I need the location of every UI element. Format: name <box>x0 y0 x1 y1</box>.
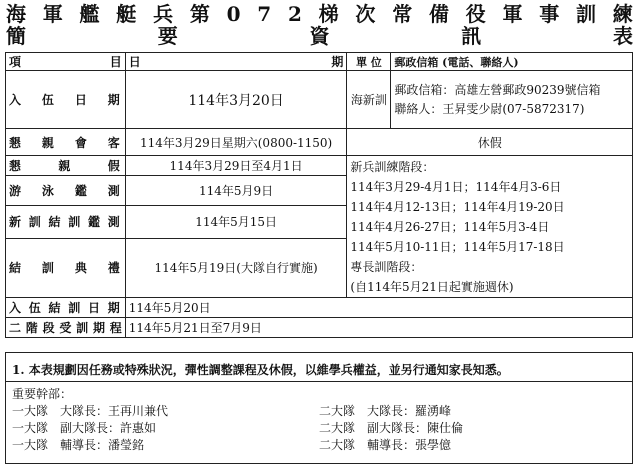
header-unit: 單 位 <box>347 53 391 71</box>
title-char: 表 <box>613 24 633 48</box>
title-char: 備 <box>428 2 449 26</box>
exam-date: 114年5月15日 <box>125 206 347 239</box>
leave-schedule-line: 114年4月26-27日；114年5月3-4日 <box>350 220 550 234</box>
title-char: 訊 <box>461 24 482 48</box>
cadre-list <box>12 403 626 454</box>
cadre-entry: 一大隊 大隊長：王再川兼代 <box>12 404 169 418</box>
title-char: 資 <box>309 24 330 48</box>
leave-schedule-line: 新兵訓練階段： <box>350 160 435 174</box>
title-char: 兵 <box>153 2 174 26</box>
leave-header: 休假 <box>347 129 633 156</box>
row-visit-leave <box>6 156 633 176</box>
leave-schedule-line: 專長訓階段： <box>350 260 423 274</box>
title-char: 第 <box>189 2 210 26</box>
cadre-box <box>5 381 633 464</box>
end-date: 114年5月20日 <box>125 298 632 318</box>
cadre-entry: 一大隊 輔導長：潘瑩銘 <box>12 438 145 452</box>
title-char: 次 <box>355 2 376 26</box>
title-char: 2 <box>287 2 302 26</box>
stage2-label: 二階段受訓期程 <box>6 318 126 338</box>
cadre-entry: 一大隊 副大隊長：許惠如 <box>12 421 157 435</box>
visit-leave-date: 114年3月29日至4月1日 <box>125 156 347 176</box>
header-row <box>6 53 633 71</box>
title-char: 簡 <box>6 24 26 48</box>
swim-date: 114年5月9日 <box>125 176 347 206</box>
leave-schedule-line: (自114年5月21日起實施週休) <box>350 280 514 294</box>
row-visit <box>6 129 633 156</box>
exam-label: 新訓結訓鑑測 <box>6 206 126 239</box>
leave-schedule-line: 114年3月29-4月1日；114年4月3-6日 <box>350 180 562 194</box>
title-char: 海 <box>6 2 26 26</box>
title-char: 7 <box>257 2 272 26</box>
contact-info <box>391 71 633 129</box>
stage2-date: 114年5月21日至7月9日 <box>125 318 632 338</box>
cadre-entry: 二大隊 大隊長：羅湧峰 <box>319 404 452 418</box>
title-char: 要 <box>157 24 178 48</box>
enlist-label: 入 伍 日 期 <box>6 71 126 129</box>
header-item: 項 目 <box>6 53 126 71</box>
title-char: 練 <box>612 2 633 26</box>
note-1: 1. 本表規劃因任務或特殊狀況，彈性調整課程及休假，以維學兵權益，並另行通知家長知悉。 <box>5 352 633 382</box>
title-char: 艇 <box>116 2 137 26</box>
cadre-title: 重要幹部： <box>12 387 73 401</box>
end-label: 入伍結訓日期 <box>6 298 126 318</box>
title-char: 軍 <box>42 2 63 26</box>
visit-label: 懇 親 會 客 <box>6 129 126 156</box>
title-char: 常 <box>392 2 413 26</box>
leave-schedule <box>347 156 633 298</box>
swim-label: 游 泳 鑑 測 <box>6 176 126 206</box>
info-table <box>5 52 633 338</box>
cadre-entry: 二大隊 輔導長：張學億 <box>319 438 452 452</box>
title-row-1 <box>6 4 633 24</box>
cadre-left <box>12 403 319 454</box>
contact-person: 聯絡人：王昇雯少尉(07-5872317) <box>394 101 585 116</box>
leave-schedule-line: 114年5月10-11日；114年5月17-18日 <box>350 240 565 254</box>
visit-leave-label: 懇 親 假 <box>6 156 126 176</box>
title-char: 訓 <box>576 2 597 26</box>
title-row-2 <box>6 26 633 46</box>
row-stage2 <box>6 318 633 338</box>
leave-schedule-line: 114年4月12-13日；114年4月19-20日 <box>350 200 565 214</box>
enlist-date: 114年3月20日 <box>125 71 347 129</box>
ceremony-label: 結 訓 典 禮 <box>6 238 126 297</box>
title-char: 0 <box>226 2 241 26</box>
title-char: 事 <box>539 2 560 26</box>
title-char: 役 <box>465 2 486 26</box>
header-contact: 郵政信箱 (電話、聯絡人) <box>391 53 633 71</box>
cadre-entry: 二大隊 副大隊長：陳仕倫 <box>319 421 464 435</box>
row-end <box>6 298 633 318</box>
unit-name: 海新訓 <box>347 71 391 129</box>
title-char: 艦 <box>79 2 100 26</box>
leave-schedule-list <box>350 157 629 297</box>
visit-date: 114年3月29日星期六(0800-1150) <box>125 129 347 156</box>
title-char: 軍 <box>502 2 523 26</box>
ceremony-date: 114年5月19日(大隊自行實施) <box>125 238 347 297</box>
mailbox-text: 郵政信箱：高雄左營郵政90239號信箱 <box>394 82 601 97</box>
cadre-right <box>319 403 626 454</box>
title-char: 梯 <box>318 2 339 26</box>
header-date: 日 期 <box>125 53 347 71</box>
row-enlist <box>6 71 633 129</box>
document-title <box>6 2 633 48</box>
